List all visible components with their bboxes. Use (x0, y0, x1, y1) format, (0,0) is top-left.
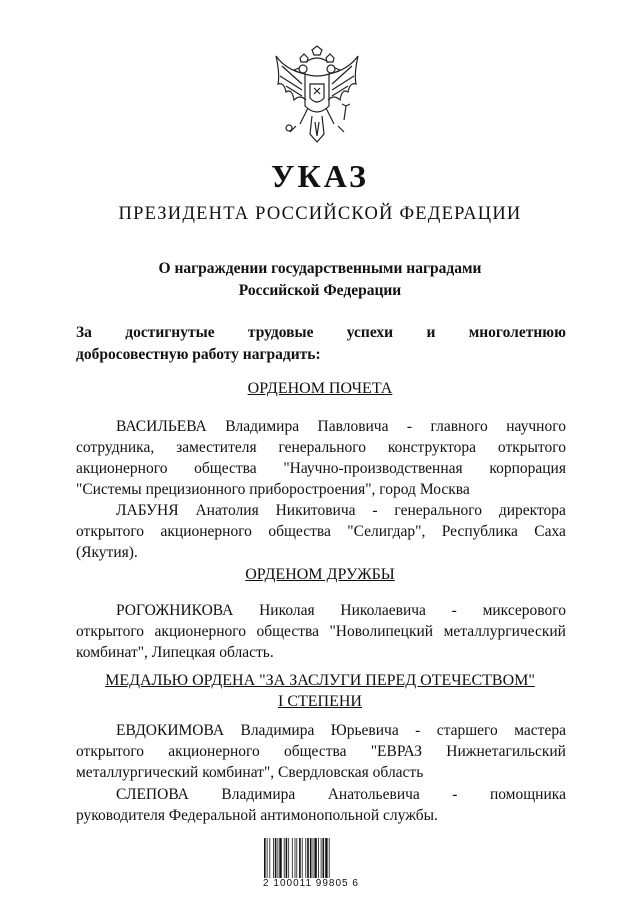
word: Республика (441, 523, 518, 540)
intro-word: успехи (346, 324, 394, 341)
word: Никитовича (275, 502, 356, 519)
barcode-bar (310, 838, 312, 878)
barcode-bar (269, 838, 270, 878)
paragraph-line (76, 458, 566, 479)
barcode-bar (318, 838, 319, 878)
paragraph-line (76, 416, 566, 437)
word: генерального (394, 502, 482, 519)
paragraph-line (76, 600, 566, 621)
word: открытого (497, 439, 566, 456)
word: сотрудника, (76, 439, 155, 456)
intro-line-2: добросовестную работу наградить: (76, 346, 321, 363)
word: конструктора (387, 439, 477, 456)
word: общества (268, 523, 331, 540)
award-paragraph (76, 600, 566, 663)
word: акционерного (160, 523, 252, 540)
barcode-bar (273, 838, 274, 878)
paragraph-line (76, 621, 566, 642)
section-title-line-2: I СТЕПЕНИ (278, 693, 362, 710)
barcode-number: 2 100011 99805 6 (263, 878, 359, 889)
paragraph-line: руководителя Федеральной антимонопольной службы. (76, 807, 438, 824)
paragraph-line (76, 500, 566, 521)
barcode-bar (329, 838, 330, 878)
word: Нижнетагильский (446, 743, 566, 760)
word: корпорация (489, 460, 566, 477)
barcode-bar (307, 838, 309, 878)
paragraph-line (76, 741, 566, 762)
barcode-bar (279, 838, 281, 878)
word: Анатольевича (327, 786, 420, 803)
decree-intro (76, 322, 566, 366)
word: общества (194, 460, 257, 477)
word: Владимира (225, 418, 300, 435)
word: СЛЕПОВА (116, 786, 189, 803)
word: открытого (76, 523, 145, 540)
word: - (451, 602, 457, 619)
word: металлургический (443, 623, 566, 640)
word: ЛАБУНЯ (116, 502, 179, 519)
document-subtitle: ПРЕЗИДЕНТА РОССИЙСКОЙ ФЕДЕРАЦИИ (118, 204, 522, 224)
word: Саха (534, 523, 566, 540)
word: мастера (514, 722, 566, 739)
barcode-bar (295, 838, 296, 878)
barcode-bar (286, 838, 288, 878)
barcode-bar (264, 838, 266, 878)
award-paragraph (76, 784, 566, 826)
word: "ЕВРАЗ (370, 743, 423, 760)
barcode-bar (305, 838, 306, 878)
barcode-bar (314, 838, 316, 878)
barcode-bar (299, 838, 301, 878)
word: - (452, 786, 458, 803)
award-paragraph (76, 500, 566, 563)
intro-word: и (426, 324, 436, 341)
word: директора (498, 502, 566, 519)
barcode-bar (278, 838, 279, 878)
barcode-bar (323, 838, 325, 878)
word: Владимира (240, 722, 315, 739)
decree-heading (0, 258, 640, 302)
barcode-bar (302, 838, 303, 878)
word: - (406, 418, 413, 435)
word: открытого (76, 743, 145, 760)
section-title-order-of-friendship: ОРДЕНОМ ДРУЖБЫ (245, 566, 395, 583)
word: ВАСИЛЬЕВА (116, 418, 207, 435)
word: открытого (76, 623, 145, 640)
paragraph-line: (Якутия). (76, 544, 138, 561)
word: "Новолипецкий (329, 623, 434, 640)
word: Анатолия (195, 502, 259, 519)
paragraph-line (76, 437, 566, 458)
word: Юрьевича (330, 722, 399, 739)
section-title-order-of-honour: ОРДЕНОМ ПОЧЕТА (247, 380, 393, 397)
paragraph-line (76, 720, 566, 741)
word: акционерного (76, 460, 168, 477)
paragraph-line (76, 784, 566, 805)
word: общества (256, 623, 319, 640)
word: "Селигдар", (347, 523, 426, 540)
award-paragraph (76, 720, 566, 783)
barcode-bar (321, 838, 322, 878)
word: акционерного (168, 743, 260, 760)
word: - (415, 722, 421, 739)
barcode-bar (296, 838, 297, 878)
word: старшего (436, 722, 498, 739)
word: - (372, 502, 378, 519)
intro-word: многолетнюю (468, 324, 566, 341)
document-title: УКАЗ (271, 158, 369, 194)
word: Владимира (221, 786, 296, 803)
double-headed-eagle-emblem-icon (272, 44, 362, 150)
heading-line-1: О награждении государственными наградами (158, 260, 482, 277)
paragraph-line: комбинат", Липецкая область. (76, 644, 274, 661)
barcode-bar (288, 838, 289, 878)
award-paragraph (76, 416, 566, 500)
word: Павловича (317, 418, 389, 435)
word: главного (430, 418, 488, 435)
intro-line-1 (76, 322, 566, 344)
paragraph-line (76, 521, 566, 542)
word: заместителя (176, 439, 257, 456)
section-title-medal (0, 670, 640, 712)
word: общества (283, 743, 347, 760)
barcode-bar (325, 838, 327, 878)
word: Николаевича (340, 602, 426, 619)
section-title-line-1: МЕДАЛЬЮ ОРДЕНА "ЗА ЗАСЛУГИ ПЕРЕД ОТЕЧЕСТВОМ" (105, 672, 535, 689)
word: "Научно-производственная (283, 460, 463, 477)
intro-word: трудовые (247, 324, 314, 341)
barcode-bar (284, 838, 285, 878)
word: генерального (278, 439, 367, 456)
word: миксерового (482, 602, 566, 619)
heading-line-2: Российской Федерации (238, 282, 402, 299)
word: акционерного (154, 623, 246, 640)
word: Николая (259, 602, 315, 619)
barcode-bar (292, 838, 293, 878)
word: РОГОЖНИКОВА (116, 602, 234, 619)
word: научного (506, 418, 566, 435)
word: ЕВДОКИМОВА (116, 722, 225, 739)
intro-word: За (76, 324, 92, 341)
barcode-bar (267, 838, 268, 878)
barcode-bar (313, 838, 314, 878)
paragraph-line: металлургический комбинат", Свердловская область (76, 764, 424, 781)
word: помощника (489, 786, 566, 803)
barcode-icon (262, 838, 354, 878)
paragraph-line: "Системы прецизионного приборостроения", город Москва (76, 481, 470, 498)
barcode-bar (275, 838, 277, 878)
intro-word: достигнутые (125, 324, 215, 341)
